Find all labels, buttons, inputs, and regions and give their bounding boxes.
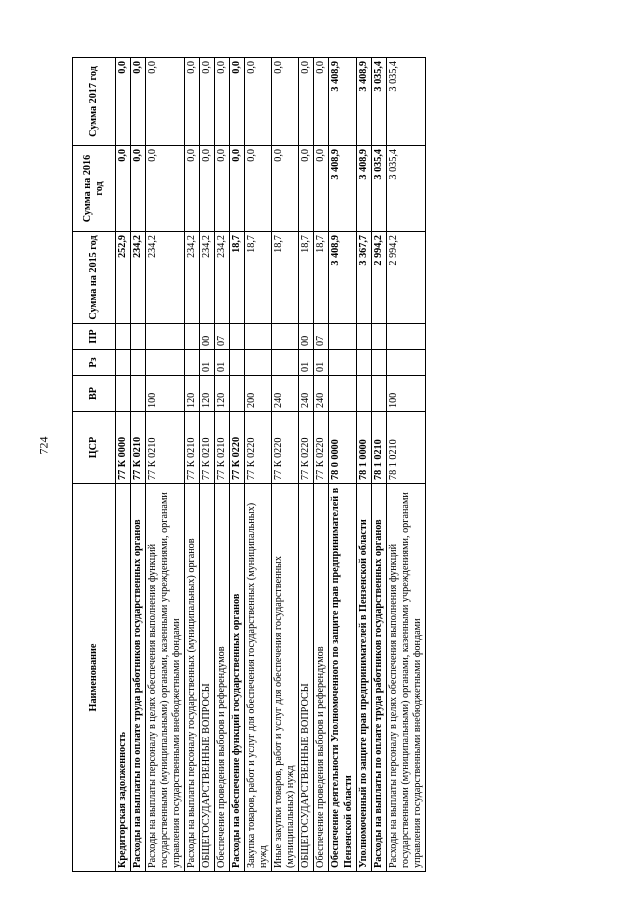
cell-rz: 01 bbox=[200, 350, 215, 376]
cell-vr bbox=[371, 376, 386, 412]
cell-name: Обеспечение проведения выборов и референдумов bbox=[215, 484, 230, 872]
cell-sum-2015: 18,7 bbox=[230, 232, 245, 324]
table-row bbox=[245, 58, 272, 872]
cell-pr bbox=[185, 324, 200, 350]
cell-sum-2017: 0,0 bbox=[314, 58, 329, 146]
table-row bbox=[386, 58, 425, 872]
header-sum-2016: Сумма на 2016 год bbox=[73, 146, 116, 232]
cell-rz: 01 bbox=[299, 350, 314, 376]
cell-name: Обеспечение проведения выборов и референдумов bbox=[314, 484, 329, 872]
cell-name: Обеспечение деятельности Уполномоченного по защите прав предпринимателей в Пензенской области bbox=[329, 484, 356, 872]
cell-vr bbox=[131, 376, 146, 412]
header-sum-2015: Сумма на 2015 год bbox=[73, 232, 116, 324]
cell-pr bbox=[230, 324, 245, 350]
cell-sum-2015: 18,7 bbox=[299, 232, 314, 324]
cell-csr: 77 К 0220 bbox=[314, 412, 329, 484]
cell-pr bbox=[131, 324, 146, 350]
cell-name: Иные закупки товаров, работ и услуг для обеспечения государственных (муниципальных) нужд bbox=[272, 484, 299, 872]
table-row bbox=[329, 58, 356, 872]
cell-sum-2015: 3 408,9 bbox=[329, 232, 356, 324]
cell-rz bbox=[116, 350, 131, 376]
cell-pr bbox=[371, 324, 386, 350]
cell-sum-2015: 18,7 bbox=[314, 232, 329, 324]
cell-csr: 77 К 0220 bbox=[230, 412, 245, 484]
table-row bbox=[230, 58, 245, 872]
cell-rz bbox=[131, 350, 146, 376]
page-number: 724 bbox=[36, 436, 51, 455]
cell-sum-2017: 3 408,9 bbox=[356, 58, 371, 146]
cell-rz: 01 bbox=[215, 350, 230, 376]
header-pr: ПР bbox=[73, 324, 116, 350]
cell-sum-2015: 234,2 bbox=[215, 232, 230, 324]
cell-sum-2015: 2 994,2 bbox=[371, 232, 386, 324]
cell-csr: 78 0 0000 bbox=[329, 412, 356, 484]
cell-name: ОБЩЕГОСУДАРСТВЕННЫЕ ВОПРОСЫ bbox=[200, 484, 215, 872]
cell-sum-2017: 0,0 bbox=[230, 58, 245, 146]
cell-pr: 07 bbox=[215, 324, 230, 350]
cell-rz bbox=[272, 350, 299, 376]
cell-sum-2016: 0,0 bbox=[299, 146, 314, 232]
cell-name: Расходы на обеспечение функций государственных органов bbox=[230, 484, 245, 872]
cell-csr: 77 К 0210 bbox=[215, 412, 230, 484]
cell-sum-2017: 0,0 bbox=[200, 58, 215, 146]
table-row bbox=[116, 58, 131, 872]
table-row bbox=[185, 58, 200, 872]
cell-name: Расходы на выплаты по оплате труда работников государственных органов bbox=[371, 484, 386, 872]
table-body bbox=[116, 58, 426, 872]
table-row bbox=[356, 58, 371, 872]
cell-pr bbox=[245, 324, 272, 350]
header-sum-2017: Сумма 2017 год bbox=[73, 58, 116, 146]
cell-sum-2017: 3 035,4 bbox=[386, 58, 425, 146]
rotated-page-content bbox=[72, 58, 578, 872]
cell-rz bbox=[230, 350, 245, 376]
header-rz: Рз bbox=[73, 350, 116, 376]
cell-sum-2017: 0,0 bbox=[299, 58, 314, 146]
cell-name: Расходы на выплаты персоналу государственных (муниципальных) органов bbox=[185, 484, 200, 872]
table-row bbox=[200, 58, 215, 872]
cell-pr bbox=[386, 324, 425, 350]
cell-name: Закупка товаров, работ и услуг для обеспечения государственных (муниципальных) нужд bbox=[245, 484, 272, 872]
cell-sum-2015: 252,9 bbox=[116, 232, 131, 324]
table-row bbox=[146, 58, 185, 872]
cell-sum-2016: 0,0 bbox=[116, 146, 131, 232]
cell-csr: 77 К 0210 bbox=[146, 412, 185, 484]
cell-csr: 78 1 0210 bbox=[371, 412, 386, 484]
cell-name: Расходы на выплаты по оплате труда работников государственных органов bbox=[131, 484, 146, 872]
cell-sum-2016: 0,0 bbox=[314, 146, 329, 232]
cell-sum-2016: 0,0 bbox=[131, 146, 146, 232]
cell-sum-2017: 0,0 bbox=[215, 58, 230, 146]
cell-pr: 00 bbox=[299, 324, 314, 350]
table-row bbox=[299, 58, 314, 872]
cell-csr: 77 К 0210 bbox=[185, 412, 200, 484]
cell-sum-2015: 234,2 bbox=[146, 232, 185, 324]
cell-sum-2016: 3 035,4 bbox=[386, 146, 425, 232]
cell-csr: 78 1 0000 bbox=[356, 412, 371, 484]
cell-sum-2015: 2 994,2 bbox=[386, 232, 425, 324]
cell-name: Кредиторская задолженность bbox=[116, 484, 131, 872]
cell-sum-2015: 3 367,7 bbox=[356, 232, 371, 324]
cell-name: ОБЩЕГОСУДАРСТВЕННЫЕ ВОПРОСЫ bbox=[299, 484, 314, 872]
cell-vr bbox=[230, 376, 245, 412]
cell-sum-2016: 0,0 bbox=[200, 146, 215, 232]
cell-pr bbox=[329, 324, 356, 350]
cell-vr: 200 bbox=[245, 376, 272, 412]
cell-sum-2015: 18,7 bbox=[272, 232, 299, 324]
cell-csr: 77 К 0000 bbox=[116, 412, 131, 484]
table-row bbox=[272, 58, 299, 872]
header-name: Наименование bbox=[73, 484, 116, 872]
cell-csr: 77 К 0210 bbox=[131, 412, 146, 484]
cell-rz bbox=[245, 350, 272, 376]
cell-sum-2016: 0,0 bbox=[230, 146, 245, 232]
cell-vr bbox=[116, 376, 131, 412]
cell-vr: 240 bbox=[299, 376, 314, 412]
cell-sum-2016: 3 408,9 bbox=[329, 146, 356, 232]
cell-vr: 120 bbox=[185, 376, 200, 412]
cell-pr bbox=[272, 324, 299, 350]
budget-table bbox=[72, 57, 426, 872]
cell-rz bbox=[356, 350, 371, 376]
cell-csr: 77 К 0220 bbox=[272, 412, 299, 484]
cell-sum-2017: 0,0 bbox=[245, 58, 272, 146]
cell-sum-2017: 0,0 bbox=[146, 58, 185, 146]
cell-vr: 240 bbox=[272, 376, 299, 412]
table-row bbox=[131, 58, 146, 872]
cell-name: Уполномоченный по защите прав предпринимателей в Пензенской области bbox=[356, 484, 371, 872]
cell-vr: 120 bbox=[200, 376, 215, 412]
cell-sum-2015: 234,2 bbox=[131, 232, 146, 324]
cell-pr bbox=[116, 324, 131, 350]
cell-vr: 100 bbox=[386, 376, 425, 412]
cell-sum-2017: 3 408,9 bbox=[329, 58, 356, 146]
cell-sum-2016: 0,0 bbox=[185, 146, 200, 232]
cell-vr: 120 bbox=[215, 376, 230, 412]
cell-sum-2017: 0,0 bbox=[272, 58, 299, 146]
cell-sum-2015: 234,2 bbox=[185, 232, 200, 324]
cell-vr: 240 bbox=[314, 376, 329, 412]
cell-sum-2016: 0,0 bbox=[146, 146, 185, 232]
header-csr: ЦСР bbox=[73, 412, 116, 484]
cell-csr: 77 К 0220 bbox=[299, 412, 314, 484]
cell-pr: 07 bbox=[314, 324, 329, 350]
cell-pr bbox=[146, 324, 185, 350]
cell-sum-2016: 3 408,9 bbox=[356, 146, 371, 232]
cell-sum-2016: 0,0 bbox=[272, 146, 299, 232]
cell-sum-2015: 234,2 bbox=[200, 232, 215, 324]
cell-csr: 77 К 0220 bbox=[245, 412, 272, 484]
cell-sum-2016: 0,0 bbox=[245, 146, 272, 232]
table-row bbox=[215, 58, 230, 872]
cell-sum-2016: 3 035,4 bbox=[371, 146, 386, 232]
cell-rz bbox=[146, 350, 185, 376]
cell-sum-2017: 0,0 bbox=[116, 58, 131, 146]
cell-rz bbox=[185, 350, 200, 376]
cell-rz: 01 bbox=[314, 350, 329, 376]
cell-csr: 78 1 0210 bbox=[386, 412, 425, 484]
cell-sum-2017: 3 035,4 bbox=[371, 58, 386, 146]
table-row bbox=[371, 58, 386, 872]
table-header-row bbox=[73, 58, 116, 872]
header-vr: ВР bbox=[73, 376, 116, 412]
cell-pr: 00 bbox=[200, 324, 215, 350]
cell-name: Расходы на выплаты персоналу в целях обеспечения выполнения функций государственными (муниципальными) органами, казенными учреждениями, органами управления государственными внебюджетными фондами bbox=[386, 484, 425, 872]
cell-vr bbox=[356, 376, 371, 412]
cell-rz bbox=[386, 350, 425, 376]
cell-vr bbox=[329, 376, 356, 412]
cell-rz bbox=[371, 350, 386, 376]
cell-pr bbox=[356, 324, 371, 350]
cell-rz bbox=[329, 350, 356, 376]
cell-sum-2016: 0,0 bbox=[215, 146, 230, 232]
cell-name: Расходы на выплаты персоналу в целях обеспечения выполнения функций государственными (муниципальными) органами, казенными учреждениями, органами управления государственными внебюджетными фондами bbox=[146, 484, 185, 872]
cell-sum-2017: 0,0 bbox=[131, 58, 146, 146]
cell-sum-2015: 18,7 bbox=[245, 232, 272, 324]
cell-csr: 77 К 0210 bbox=[200, 412, 215, 484]
table-row bbox=[314, 58, 329, 872]
cell-sum-2017: 0,0 bbox=[185, 58, 200, 146]
cell-vr: 100 bbox=[146, 376, 185, 412]
